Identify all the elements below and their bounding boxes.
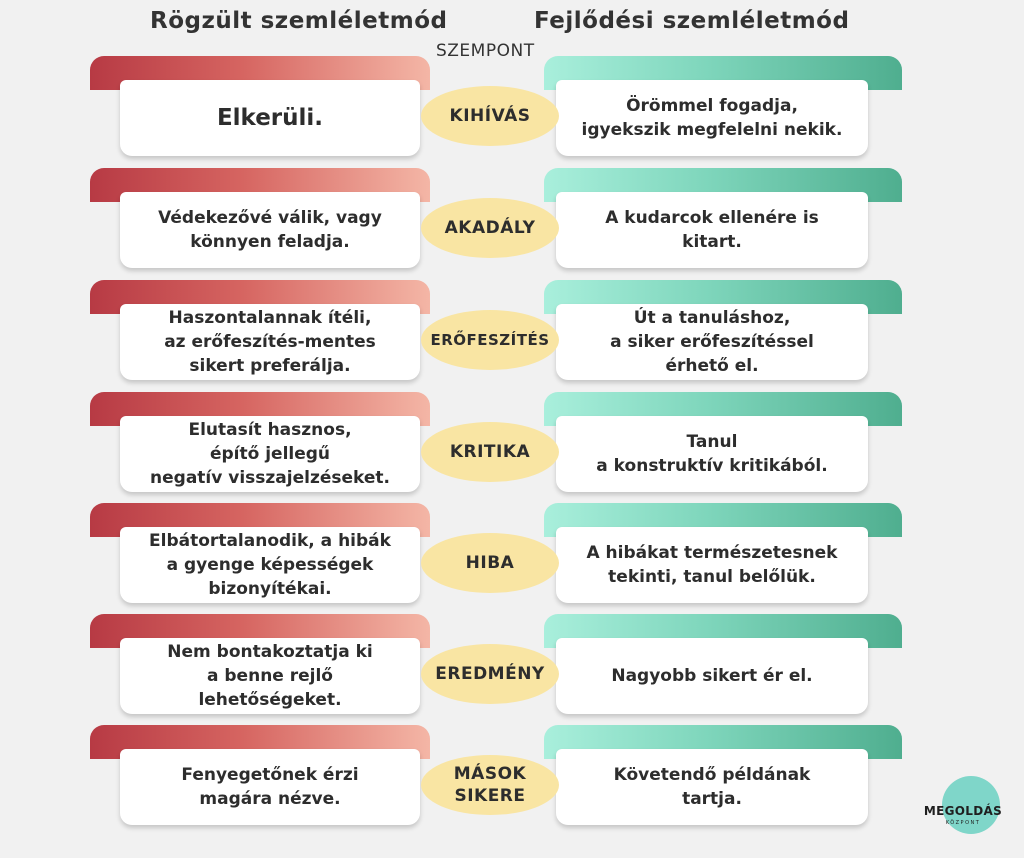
aspect-header: SZEMPONT <box>436 41 535 61</box>
growth-mindset-header: Fejlődési szemléletmód <box>534 8 850 34</box>
fixed-text: Elutasít hasznos, építő jellegű negatív visszajelzéseket. <box>150 420 390 488</box>
fixed-text: Elkerüli. <box>216 105 324 131</box>
fixed-text: Haszontalannak ítéli, az erőfeszítés-mentes sikert preferálja. <box>164 308 376 376</box>
fixed-card <box>120 749 420 825</box>
aspect-pill <box>421 644 559 704</box>
growth-card <box>556 192 868 268</box>
fixed-card <box>120 80 420 156</box>
comparison-row-others-success <box>0 725 1024 830</box>
aspect-label: EREDMÉNY <box>435 664 545 684</box>
comparison-row-criticism <box>0 392 1024 497</box>
aspect-label: AKADÁLY <box>444 218 536 238</box>
comparison-row-obstacle <box>0 168 1024 273</box>
growth-card <box>556 80 868 156</box>
aspect-pill <box>421 533 559 593</box>
fixed-text: Nem bontakoztatja ki a benne rejlő lehetőségeket. <box>167 642 373 710</box>
fixed-text: Fenyegetőnek érzi magára nézve. <box>181 765 359 809</box>
growth-text: Út a tanuláshoz, a siker erőfeszítéssel érhető el. <box>610 308 814 376</box>
growth-card <box>556 749 868 825</box>
fixed-card <box>120 192 420 268</box>
aspect-label: HIBA <box>465 553 515 573</box>
growth-card <box>556 416 868 492</box>
growth-text: Tanul a konstruktív kritikából. <box>596 432 828 476</box>
logo-subtitle: KÖZPONT <box>945 820 981 826</box>
aspect-pill <box>421 310 559 370</box>
growth-card <box>556 304 868 380</box>
growth-text: Nagyobb sikert ér el. <box>611 666 813 686</box>
growth-text: Örömmel fogadja, igyekszik megfelelni nekik. <box>581 96 843 140</box>
growth-card <box>556 527 868 603</box>
comparison-row-challenge <box>0 56 1024 161</box>
comparison-row-result <box>0 614 1024 719</box>
company-logo <box>920 776 1006 840</box>
fixed-card <box>120 304 420 380</box>
aspect-label: KRITIKA <box>449 442 531 462</box>
fixed-card <box>120 527 420 603</box>
aspect-label: MÁSOK SIKERE <box>453 764 527 806</box>
aspect-pill <box>421 86 559 146</box>
logo-name: MEGOLDÁS <box>923 804 1003 818</box>
aspect-pill <box>421 755 559 815</box>
fixed-card <box>120 416 420 492</box>
growth-card <box>556 638 868 714</box>
growth-text: A hibákat természetesnek tekinti, tanul belőlük. <box>586 543 838 587</box>
aspect-pill <box>421 198 559 258</box>
fixed-text: Védekezővé válik, vagy könnyen feladja. <box>158 208 382 252</box>
aspect-pill <box>421 422 559 482</box>
comparison-row-mistake <box>0 503 1024 608</box>
growth-text: A kudarcok ellenére is kitart. <box>605 208 819 252</box>
comparison-row-effort <box>0 280 1024 385</box>
fixed-text: Elbátortalanodik, a hibák a gyenge képességek bizonyítékai. <box>149 531 391 599</box>
aspect-label: ERŐFESZÍTÉS <box>430 331 550 349</box>
fixed-mindset-header: Rögzült szemléletmód <box>150 8 448 34</box>
aspect-label: KIHÍVÁS <box>449 106 531 126</box>
growth-text: Követendő példának tartja. <box>613 765 811 809</box>
fixed-card <box>120 638 420 714</box>
